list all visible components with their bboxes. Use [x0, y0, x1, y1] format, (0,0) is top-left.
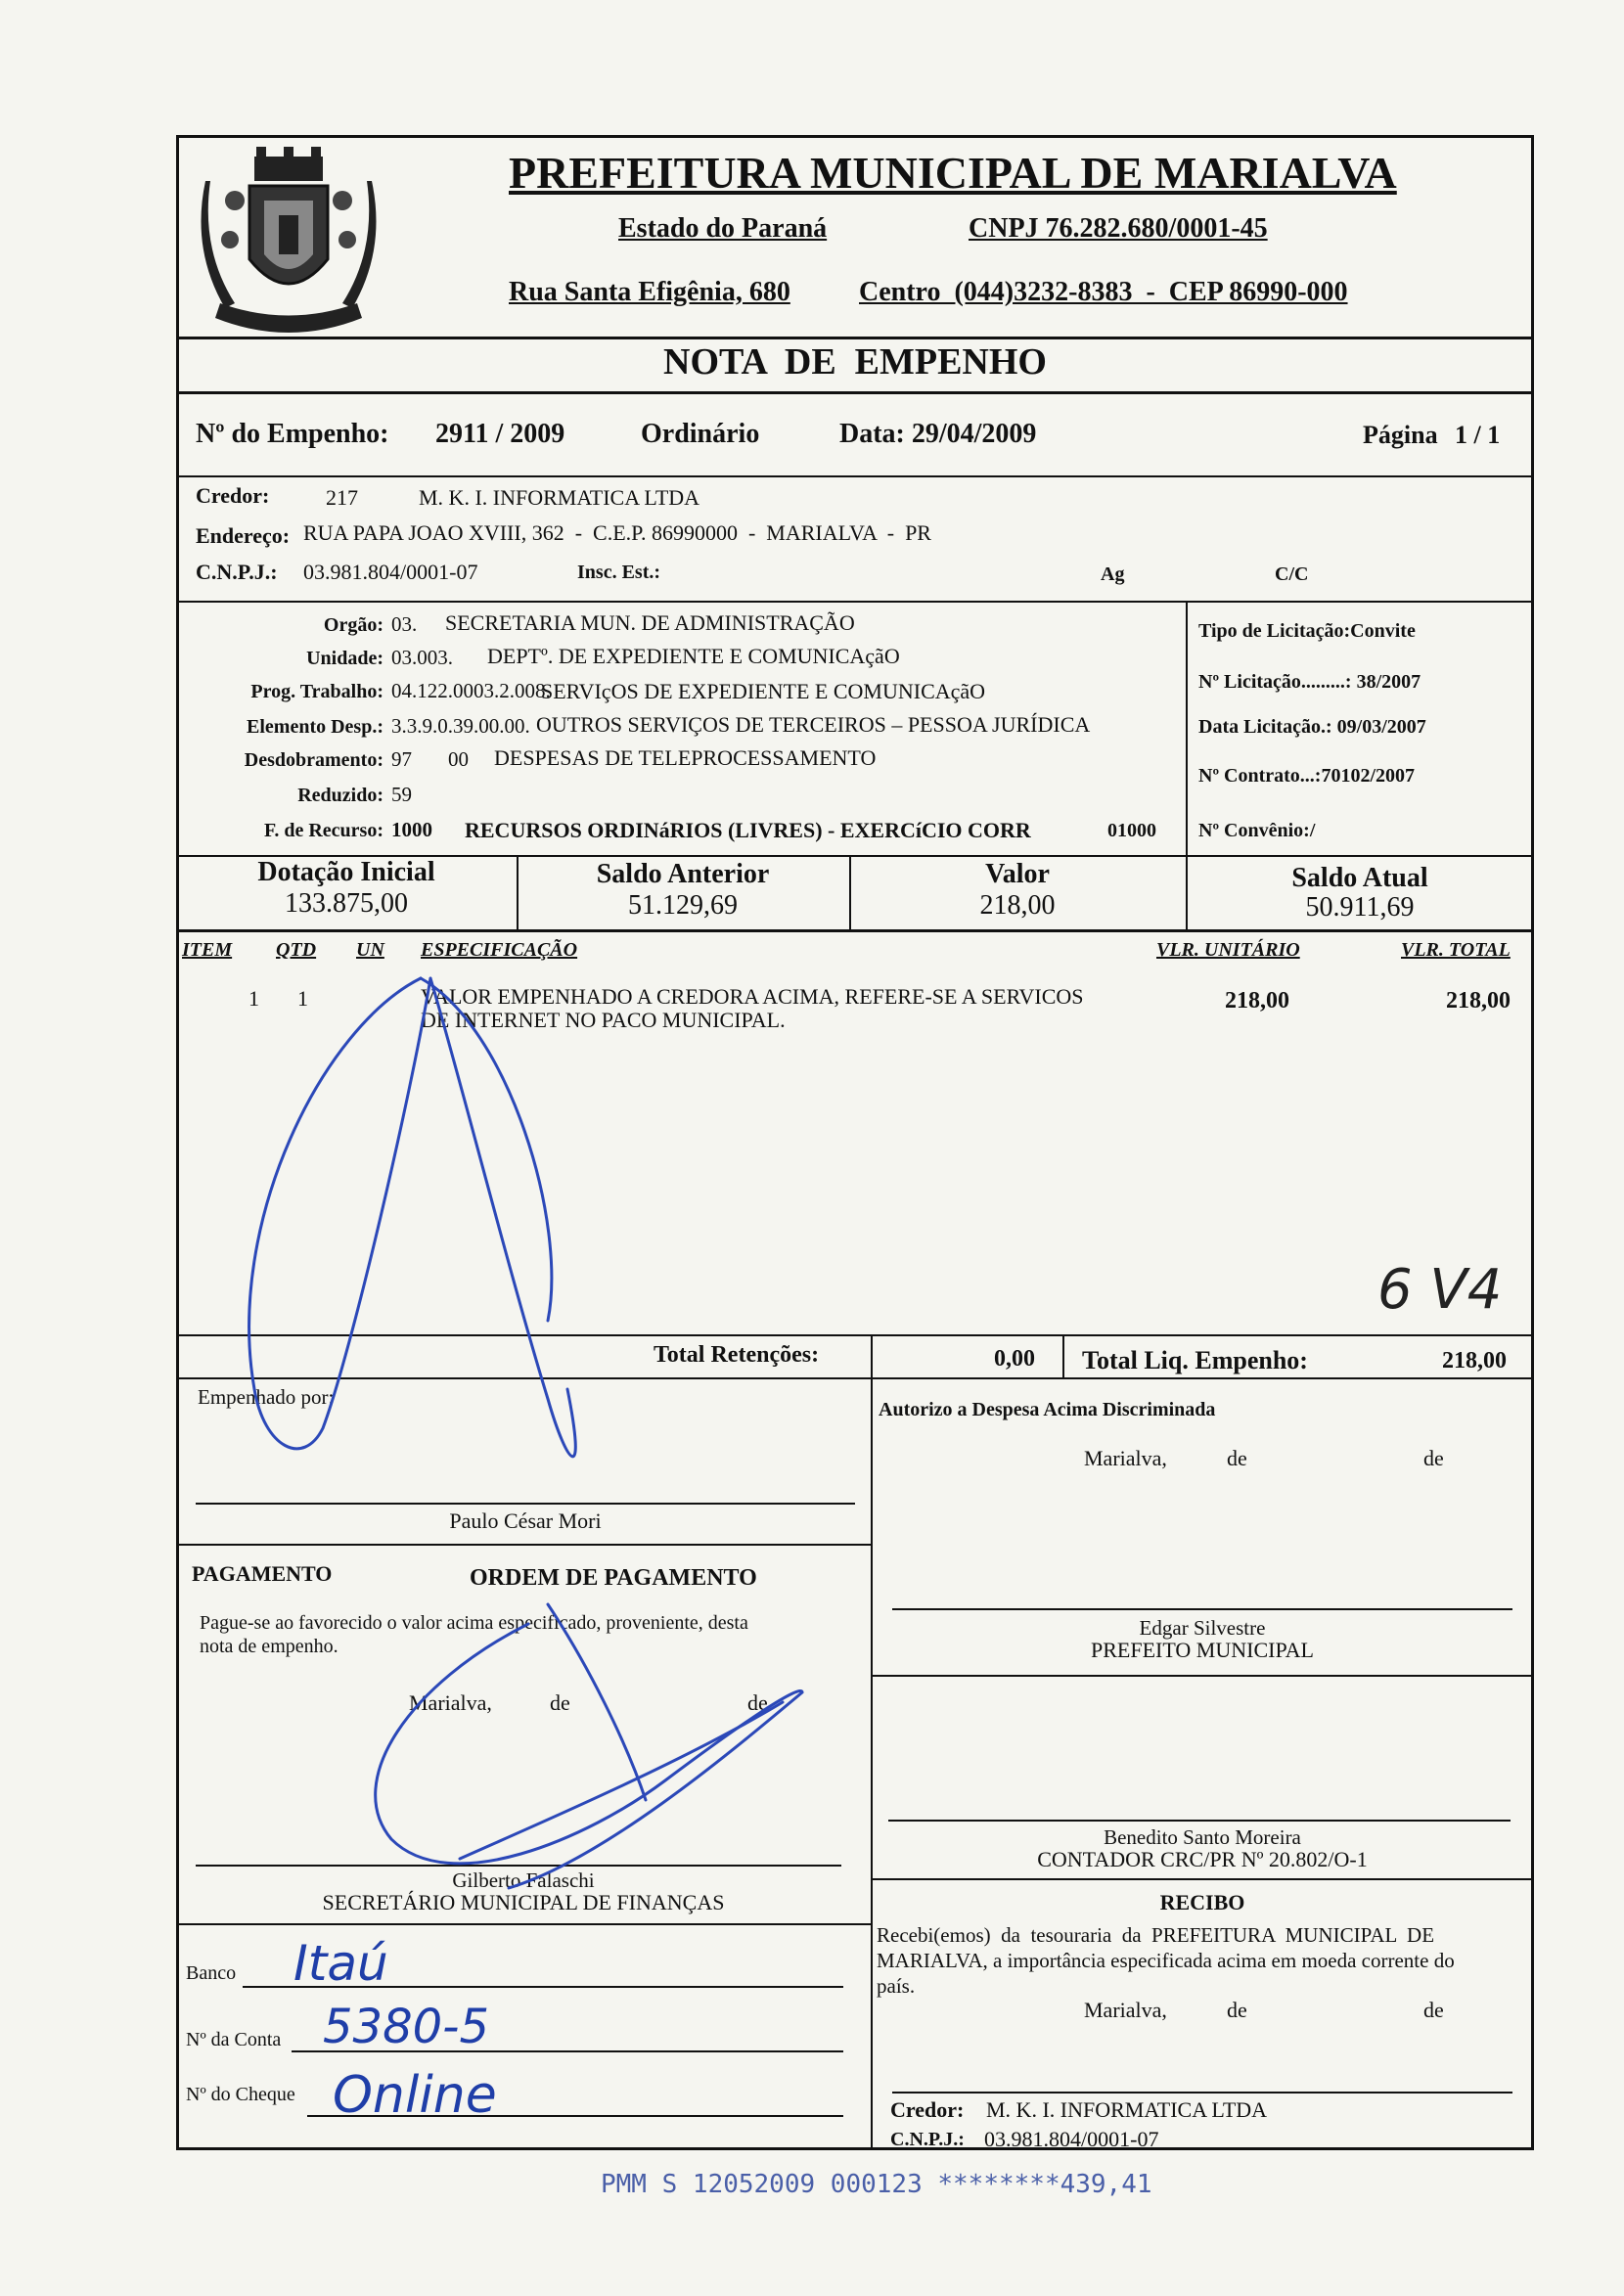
contador-role: CONTADOR CRC/PR Nº 20.802/O-1 [1037, 1847, 1368, 1871]
liquido-label: Total Liq. Empenho: [1082, 1346, 1308, 1374]
banco-label: Banco [186, 1962, 237, 1984]
header-street: Rua Santa Efigênia, 680 [509, 277, 790, 307]
licitacao-tipo: Tipo de Licitação:Convite [1198, 620, 1416, 642]
empenho-date: Data: 29/04/2009 [839, 419, 1037, 449]
desdobramento-sub: 00 [448, 747, 469, 771]
insc-est-label: Insc. Est.: [577, 562, 661, 583]
autorizo-city: Marialva, [1084, 1446, 1167, 1470]
credor-address: RUA PAPA JOAO XVIII, 362 - C.E.P. 86990000 - MARIALVA - PR [303, 520, 931, 545]
col-unit-price: VLR. UNITÁRIO [1156, 939, 1300, 961]
recibo-cnpj-label: C.N.P.J.: [890, 2129, 965, 2150]
liquido-value: 218,00 [1442, 1348, 1507, 1373]
empenho-type: Ordinário [641, 419, 760, 449]
saldo-anterior-label: Saldo Anterior [596, 859, 770, 889]
document-title: NOTA DE EMPENHO [663, 341, 1047, 383]
valor-label: Valor [985, 859, 1050, 889]
pagamento-text-line1: Pague-se ao favorecido o valor acima especificado, proveniente, desta [200, 1612, 748, 1634]
cc-label: C/C [1275, 563, 1309, 585]
retencoes-value: 0,00 [994, 1346, 1035, 1372]
credor-code: 217 [326, 485, 358, 510]
handwritten-conta: 5380-5 [323, 2000, 490, 2054]
endereco-label: Endereço: [196, 523, 291, 548]
pagamento-text-line2: nota de empenho. [200, 1636, 338, 1657]
recibo-title: RECIBO [1159, 1890, 1245, 1914]
state-name: Estado do Paraná [618, 213, 828, 244]
unidade-label: Unidade: [306, 648, 383, 669]
cnpj-label: C.N.P.J.: [196, 560, 278, 584]
col-qtd: QTD [276, 939, 317, 961]
recibo-line2: MARIALVA, a importância especificada acima em moeda corrente do [877, 1949, 1455, 1972]
page-number: 1 / 1 [1455, 421, 1501, 449]
recurso-sub: 01000 [1107, 820, 1156, 841]
saldo-atual-label: Saldo Atual [1291, 863, 1428, 893]
credor-cnpj: 03.981.804/0001-07 [303, 560, 478, 584]
desdobramento-label: Desdobramento: [244, 749, 383, 771]
handwritten-mark: 6 V4 [1377, 1258, 1503, 1322]
reduzido-value: 59 [391, 783, 412, 806]
recibo-credor-label: Credor: [890, 2097, 965, 2122]
retencoes-label: Total Retenções: [654, 1342, 820, 1368]
recibo-credor-name: M. K. I. INFORMATICA LTDA [986, 2097, 1268, 2122]
licitacao-convenio: Nº Convênio:/ [1198, 820, 1316, 841]
recibo-city: Marialva, [1084, 1998, 1167, 2022]
prog-code: 04.122.0003.2.008. [391, 679, 551, 702]
prog-name: SERVIçOS DE EXPEDIENTE E COMUNICAçãO [541, 679, 986, 703]
desdobramento-name: DESPESAS DE TELEPROCESSAMENTO [494, 745, 877, 770]
pagamento-de1: de [550, 1690, 570, 1715]
licitacao-numero: Nº Licitação.........: 38/2007 [1198, 671, 1421, 693]
elemento-label: Elemento Desp.: [247, 716, 383, 738]
page-title: PREFEITURA MUNICIPAL DE MARIALVA [509, 148, 1397, 198]
recurso-code: 1000 [391, 818, 432, 841]
recibo-line1: Recebi(emos) da tesouraria da PREFEITURA MUNICIPAL DE [877, 1923, 1435, 1947]
empenhado-label: Empenhado por: [198, 1385, 335, 1409]
recurso-label: F. de Recurso: [263, 820, 383, 841]
item-number: 1 [248, 986, 259, 1011]
autorizo-de2: de [1423, 1446, 1444, 1470]
header-contact: Centro (044)3232-8383 - CEP 86990-000 [859, 277, 1348, 307]
ordem-title: ORDEM DE PAGAMENTO [470, 1565, 757, 1591]
credor-name: M. K. I. INFORMATICA LTDA [419, 485, 700, 510]
recurso-name: RECURSOS ORDINáRIOS (LIVRES) - EXERCíCIO CORR [465, 818, 1031, 842]
item-spec-line1: VALOR EMPENHADO A CREDORA ACIMA, REFERE-SE A SERVICOS [421, 984, 1084, 1009]
col-item: ITEM [182, 939, 233, 961]
pagamento-de2: de [747, 1690, 768, 1715]
unidade-code: 03.003. [391, 646, 453, 669]
saldo-anterior-value: 51.129,69 [628, 890, 738, 921]
orgao-label: Orgão: [323, 614, 383, 636]
recibo-cnpj: 03.981.804/0001-07 [984, 2127, 1159, 2151]
licitacao-data: Data Licitação.: 09/03/2007 [1198, 716, 1426, 738]
recibo-de1: de [1227, 1998, 1247, 2022]
col-total: VLR. TOTAL [1401, 939, 1511, 961]
cheque-label: Nº do Cheque [186, 2084, 295, 2105]
orgao-name: SECRETARIA MUN. DE ADMINISTRAÇÃO [445, 610, 855, 635]
recibo-de2: de [1423, 1998, 1444, 2022]
orgao-code: 03. [391, 612, 418, 636]
licitacao-contrato: Nº Contrato...:70102/2007 [1198, 765, 1416, 787]
col-spec: ESPECIFICAÇÃO [421, 939, 578, 961]
dotacao-label: Dotação Inicial [257, 857, 435, 887]
unidade-name: DEPTº. DE EXPEDIENTE E COMUNICAçãO [487, 644, 900, 668]
recibo-line3: país. [877, 1974, 916, 1998]
col-un: UN [356, 939, 384, 961]
item-total: 218,00 [1446, 988, 1511, 1013]
page-label: Página [1363, 421, 1438, 449]
item-spec-line2: DE INTERNET NO PACO MUNICIPAL. [421, 1008, 786, 1032]
pagamento-title: PAGAMENTO [192, 1561, 333, 1586]
conta-label: Nº da Conta [186, 2029, 282, 2050]
header-cnpj: CNPJ 76.282.680/0001-45 [969, 213, 1268, 244]
ag-label: Ag [1101, 563, 1125, 585]
prog-label: Prog. Trabalho: [250, 681, 383, 702]
elemento-name: OUTROS SERVIÇOS DE TERCEIROS – PESSOA JURÍDICA [536, 712, 1091, 737]
saldo-atual-value: 50.911,69 [1305, 892, 1415, 923]
empenho-number: 2911 / 2009 [435, 419, 565, 449]
prefeito-role: PREFEITO MUNICIPAL [1091, 1638, 1314, 1662]
desdobramento-code: 97 [391, 747, 412, 771]
autorizo-de1: de [1227, 1446, 1247, 1470]
secretario-role: SECRETÁRIO MUNICIPAL DE FINANÇAS [322, 1890, 725, 1914]
pagamento-city: Marialva, [409, 1690, 492, 1715]
contador-name: Benedito Santo Moreira [1104, 1825, 1301, 1849]
valor-value: 218,00 [979, 890, 1056, 921]
secretario-name: Gilberto Falaschi [452, 1868, 595, 1892]
handwritten-cheque: Online [333, 2066, 497, 2125]
prefeito-name: Edgar Silvestre [1139, 1616, 1266, 1640]
printer-stamp: PMM S 12052009 000123 ********439,41 [601, 2170, 1152, 2199]
item-qtd: 1 [297, 986, 308, 1011]
empenho-number-label: Nº do Empenho: [196, 419, 389, 449]
reduzido-label: Reduzido: [297, 785, 383, 806]
autorizo-text: Autorizo a Despesa Acima Discriminada [879, 1399, 1216, 1420]
item-unit-price: 218,00 [1225, 988, 1289, 1013]
credor-label: Credor: [196, 483, 270, 508]
handwritten-banco: Itaú [293, 1935, 388, 1992]
elemento-code: 3.3.9.0.39.00.00. [391, 714, 530, 738]
dotacao-value: 133.875,00 [285, 888, 408, 919]
empenhado-name: Paulo César Mori [449, 1508, 602, 1533]
